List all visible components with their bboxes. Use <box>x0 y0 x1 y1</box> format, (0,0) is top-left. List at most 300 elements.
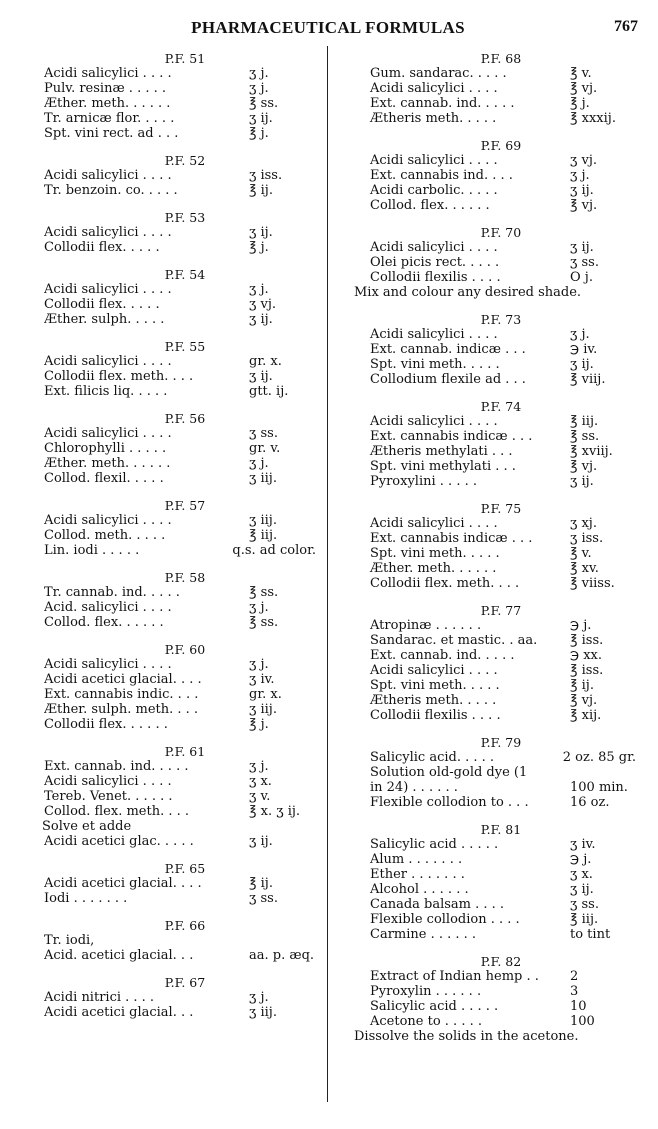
ingredient-name: Acidi salicylici . . . . <box>44 513 172 528</box>
formula-title: P.F. 79 <box>480 735 522 750</box>
ingredient-quantity: ℥ vj. <box>570 459 598 474</box>
ingredient-row <box>356 765 636 780</box>
ingredient-name: Acidi acetici glac. . . . . <box>44 834 194 849</box>
ingredient-name: Ext. cannabis indicæ . . . <box>370 531 533 546</box>
ingredient-row <box>44 183 316 198</box>
formula-block <box>356 300 636 387</box>
formula-title: P.F. 61 <box>164 744 206 759</box>
ingredient-row <box>44 687 316 702</box>
ingredient-row <box>44 126 316 141</box>
formula-block <box>356 723 636 810</box>
ingredient-quantity: ʒ ij. <box>570 882 594 897</box>
ingredient-quantity: ℥ ij. <box>249 876 273 891</box>
ingredient-row <box>356 663 636 678</box>
ingredient-quantity: to tint <box>570 927 611 942</box>
ingredient-row <box>356 444 636 459</box>
ingredient-name: Collodii flex. . . . . <box>44 297 160 312</box>
ingredient-name: Æther. sulph. . . . . <box>44 312 165 327</box>
ingredient-quantity: ℥ v. <box>570 66 592 81</box>
ingredient-quantity: ℥ iss. <box>570 663 604 678</box>
formula-block <box>356 387 636 489</box>
ingredient-quantity: ʒ iij. <box>249 1005 277 1020</box>
ingredient-row <box>44 876 316 891</box>
ingredient-name: Alcohol . . . . . . <box>370 882 469 897</box>
ingredient-row <box>356 111 636 126</box>
ingredient-row <box>356 429 636 444</box>
ingredient-row <box>44 717 316 732</box>
ingredient-name: Æther. meth. . . . . . <box>44 96 171 111</box>
ingredient-name: Spt. vini meth. . . . . <box>370 357 500 372</box>
formula-title: P.F. 55 <box>164 339 206 354</box>
ingredient-row <box>356 255 636 270</box>
ingredient-name: Canada balsam . . . . <box>370 897 505 912</box>
ingredient-row <box>44 471 316 486</box>
ingredient-quantity: ʒ j. <box>249 456 269 471</box>
ingredient-name: Flexible collodion to . . . <box>370 795 529 810</box>
ingredient-row <box>44 543 316 558</box>
ingredient-quantity: ℈ xx. <box>570 648 603 663</box>
formula-title: P.F. 82 <box>480 954 522 969</box>
ingredient-name: Collodii flex. . . . . <box>44 240 160 255</box>
formula-block <box>356 942 636 1044</box>
ingredient-name: Collod. meth. . . . . <box>44 528 166 543</box>
formula-title: P.F. 53 <box>164 210 206 225</box>
spacer <box>44 327 316 339</box>
ingredient-row <box>356 516 636 531</box>
ingredient-name: Iodi . . . . . . . <box>44 891 128 906</box>
ingredient-row <box>44 774 316 789</box>
formula-block <box>44 327 316 399</box>
ingredient-quantity: ℥ iij. <box>249 528 278 543</box>
right-column <box>356 42 636 1044</box>
ingredient-quantity: ʒ ij. <box>249 225 273 240</box>
ingredient-name: Acidi salicylici . . . . <box>44 168 172 183</box>
ingredient-row <box>356 153 636 168</box>
ingredient-name: Acidi acetici glacial. . . <box>44 1005 194 1020</box>
ingredient-row <box>356 198 636 213</box>
formula-block <box>356 489 636 591</box>
ingredient-quantity: ℥ iij. <box>570 414 599 429</box>
ingredient-row <box>44 615 316 630</box>
formula-title: P.F. 67 <box>164 975 206 990</box>
ingredient-row <box>356 897 636 912</box>
ingredient-name: Acidi salicylici . . . . <box>44 657 172 672</box>
ingredient-name: Acidi salicylici . . . . <box>44 354 172 369</box>
ingredient-name: Acidi salicylici . . . . <box>370 327 498 342</box>
spacer <box>356 489 636 501</box>
ingredient-name: Tr. arnicæ flor. . . . . <box>44 111 175 126</box>
ingredient-row <box>44 297 316 312</box>
ingredient-name: Acidi salicylici . . . . <box>370 153 498 168</box>
ingredient-row <box>356 342 636 357</box>
spacer <box>356 810 636 822</box>
ingredient-row <box>44 111 316 126</box>
ingredient-row <box>356 576 636 591</box>
formula-block <box>356 42 636 126</box>
ingredient-name: Acidi salicylici . . . . <box>44 66 172 81</box>
ingredient-row <box>44 456 316 471</box>
ingredient-row <box>44 384 316 399</box>
ingredient-row <box>44 225 316 240</box>
formula-title: P.F. 74 <box>480 399 522 414</box>
formula-block <box>44 486 316 558</box>
ingredient-row <box>356 531 636 546</box>
ingredient-quantity: 16 oz. <box>570 795 610 810</box>
page-number: 767 <box>614 18 638 35</box>
ingredient-row <box>356 561 636 576</box>
ingredient-name: Ætheris meth. . . . . <box>370 693 497 708</box>
ingredient-name: Collodii flex. meth. . . . <box>370 576 520 591</box>
ingredient-quantity: ℥ j. <box>570 96 590 111</box>
ingredient-quantity: gr. x. <box>249 354 282 369</box>
formula-title: P.F. 69 <box>480 138 522 153</box>
ingredient-name: Olei picis rect. . . . . <box>370 255 500 270</box>
ingredient-quantity: ℥ ij. <box>249 183 273 198</box>
formula-title: P.F. 54 <box>164 267 206 282</box>
formula-title: P.F. 58 <box>164 570 206 585</box>
ingredient-row <box>44 240 316 255</box>
spacer <box>44 198 316 210</box>
ingredient-name: in 24) . . . . . . <box>370 780 458 795</box>
left-column <box>44 42 316 1020</box>
ingredient-name: Spt. vini meth. . . . . <box>370 546 500 561</box>
ingredient-quantity: ℥ j. <box>249 240 269 255</box>
ingredient-row <box>356 327 636 342</box>
formula-block <box>356 126 636 213</box>
ingredient-row <box>44 513 316 528</box>
formula-block <box>44 906 316 963</box>
ingredient-quantity: ʒ ij. <box>570 183 594 198</box>
running-title: PHARMACEUTICAL FORMULAS <box>191 18 465 37</box>
ingredient-name: Atropinæ . . . . . . <box>370 618 482 633</box>
ingredient-row <box>356 357 636 372</box>
ingredient-row <box>356 474 636 489</box>
ingredient-name: Ext. cannab. ind. . . . . <box>370 648 515 663</box>
spacer <box>356 723 636 735</box>
ingredient-quantity: ℥ vj. <box>570 198 598 213</box>
ingredient-row <box>44 354 316 369</box>
ingredient-row <box>356 693 636 708</box>
ingredient-name: Tr. cannab. ind. . . . . <box>44 585 180 600</box>
ingredient-quantity: ℥ j. <box>249 717 269 732</box>
ingredient-quantity: 100 min. <box>570 780 628 795</box>
ingredient-name: Tereb. Venet. . . . . . <box>44 789 173 804</box>
formula-note: Solve et adde <box>42 819 132 834</box>
ingredient-quantity: ℥ ss. <box>249 96 279 111</box>
ingredient-name: Collodii flex. meth. . . . <box>44 369 194 384</box>
spacer <box>44 849 316 861</box>
spacer <box>44 963 316 975</box>
ingredient-row <box>356 708 636 723</box>
ingredient-quantity: ℥ xv. <box>570 561 599 576</box>
ingredient-row <box>44 312 316 327</box>
ingredient-name: Spt. vini rect. ad . . . <box>44 126 179 141</box>
ingredient-name: Flexible collodion . . . . <box>370 912 520 927</box>
ingredient-quantity: 2 <box>570 969 579 984</box>
ingredient-quantity: ʒ iij. <box>249 513 277 528</box>
ingredient-quantity: ʒ j. <box>249 81 269 96</box>
ingredient-quantity: ʒ iij. <box>249 471 277 486</box>
ingredient-name: Alum . . . . . . . <box>370 852 463 867</box>
formula-block <box>44 399 316 486</box>
ingredient-name: Ext. cannab. indicæ . . . <box>370 342 526 357</box>
ingredient-quantity: gr. v. <box>249 441 281 456</box>
ingredient-row <box>356 867 636 882</box>
ingredient-quantity: ℥ vj. <box>570 81 598 96</box>
ingredient-name: Acetone to . . . . . <box>370 1014 482 1029</box>
ingredient-row <box>44 1005 316 1020</box>
ingredient-row <box>44 990 316 1005</box>
ingredient-name: Ext. cannabis indicæ . . . <box>370 429 533 444</box>
formula-block <box>44 630 316 732</box>
ingredient-row <box>44 426 316 441</box>
ingredient-row <box>44 657 316 672</box>
ingredient-quantity: ℥ iij. <box>570 912 599 927</box>
ingredient-row <box>356 795 636 810</box>
formula-block <box>44 141 316 198</box>
ingredient-name: Lin. iodi . . . . . <box>44 543 140 558</box>
ingredient-row <box>44 834 316 849</box>
ingredient-row <box>44 600 316 615</box>
ingredient-row <box>356 648 636 663</box>
ingredient-row <box>356 546 636 561</box>
ingredient-quantity: ℥ viiss. <box>570 576 615 591</box>
ingredient-quantity: ʒ ss. <box>570 897 599 912</box>
spacer <box>44 486 316 498</box>
ingredient-quantity: 10 <box>570 999 587 1014</box>
ingredient-quantity: 2 oz. 85 gr. <box>562 750 636 765</box>
ingredient-name: Acidi salicylici . . . . <box>370 516 498 531</box>
ingredient-quantity: ʒ j. <box>570 168 590 183</box>
ingredient-quantity: 3 <box>570 984 579 999</box>
ingredient-row <box>44 585 316 600</box>
ingredient-quantity: ʒ j. <box>249 66 269 81</box>
ingredient-name: Acidi salicylici . . . . <box>370 663 498 678</box>
spacer <box>44 399 316 411</box>
ingredient-row <box>44 66 316 81</box>
formula-title: P.F. 65 <box>164 861 206 876</box>
spacer <box>356 591 636 603</box>
formula-title: P.F. 66 <box>164 918 206 933</box>
ingredient-quantity: ʒ ij. <box>249 111 273 126</box>
spacer <box>44 558 316 570</box>
ingredient-row <box>356 618 636 633</box>
ingredient-quantity: ʒ vj. <box>249 297 276 312</box>
ingredient-name: Acidi acetici glacial. . . . <box>44 876 202 891</box>
spacer <box>44 255 316 267</box>
ingredient-quantity: ʒ ss. <box>249 891 278 906</box>
spacer <box>44 732 316 744</box>
formula-block <box>44 42 316 141</box>
ingredient-quantity: ℈ j. <box>570 618 592 633</box>
ingredient-name: Acidi salicylici . . . . <box>44 225 172 240</box>
ingredient-quantity: ʒ x. <box>570 867 593 882</box>
formula-title: P.F. 81 <box>480 822 522 837</box>
ingredient-name: Collod. flex. . . . . . <box>44 615 164 630</box>
ingredient-name: Pyroxylin . . . . . . <box>370 984 482 999</box>
ingredient-name: Collod. flex. . . . . . <box>370 198 490 213</box>
ingredient-name: Æther. sulph. meth. . . . <box>44 702 199 717</box>
ingredient-name: Salicylic acid . . . . . <box>370 837 499 852</box>
spacer <box>356 300 636 312</box>
formula-block <box>356 810 636 942</box>
ingredient-quantity: ℥ v. <box>570 546 592 561</box>
ingredient-quantity: gtt. ij. <box>249 384 289 399</box>
ingredient-row <box>356 183 636 198</box>
ingredient-row <box>356 270 636 285</box>
ingredient-quantity: ʒ iss. <box>570 531 604 546</box>
ingredient-row <box>356 1014 636 1029</box>
ingredient-quantity: ℥ xviij. <box>570 444 613 459</box>
spacer <box>44 141 316 153</box>
ingredient-name: Acidi salicylici . . . . <box>370 81 498 96</box>
ingredient-quantity: q.s. ad color. <box>232 543 316 558</box>
ingredient-quantity: ℥ xxxij. <box>570 111 616 126</box>
ingredient-quantity: ʒ iv. <box>570 837 596 852</box>
ingredient-quantity: ʒ ij. <box>249 369 273 384</box>
ingredient-row <box>356 168 636 183</box>
formula-block <box>44 255 316 327</box>
ingredient-name: Acidi salicylici . . . . <box>370 414 498 429</box>
ingredient-name: Acidi carbolic. . . . . <box>370 183 498 198</box>
spacer <box>356 126 636 138</box>
ingredient-row <box>356 984 636 999</box>
ingredient-row <box>356 927 636 942</box>
ingredient-quantity: ʒ j. <box>570 327 590 342</box>
ingredient-row <box>44 282 316 297</box>
formula-block <box>356 213 636 300</box>
spacer <box>356 213 636 225</box>
ingredient-row <box>356 882 636 897</box>
ingredient-name: Tr. iodi, <box>44 933 95 948</box>
ingredient-quantity: ʒ x. <box>249 774 272 789</box>
ingredient-quantity: ℥ ss. <box>570 429 600 444</box>
ingredient-row <box>356 81 636 96</box>
formula-title: P.F. 57 <box>164 498 206 513</box>
ingredient-name: Extract of Indian hemp . . <box>370 969 539 984</box>
ingredient-name: Pulv. resinæ . . . . . <box>44 81 166 96</box>
formula-title: P.F. 68 <box>480 51 522 66</box>
formula-block <box>44 198 316 255</box>
ingredient-name: Collodii flex. . . . . . <box>44 717 168 732</box>
ingredient-row <box>44 789 316 804</box>
ingredient-name: Acidi salicylici . . . . <box>44 282 172 297</box>
ingredient-row <box>356 633 636 648</box>
ingredient-name: Acidi salicylici . . . . <box>44 426 172 441</box>
ingredient-name: Æther. meth. . . . . . <box>44 456 171 471</box>
ingredient-name: Ether . . . . . . . <box>370 867 465 882</box>
ingredient-name: Collodii flexilis . . . . <box>370 270 501 285</box>
ingredient-name: Collodium flexile ad . . . <box>370 372 526 387</box>
ingredient-row <box>356 459 636 474</box>
formula-block <box>44 963 316 1020</box>
ingredient-row <box>356 912 636 927</box>
ingredient-quantity: ʒ ij. <box>570 357 594 372</box>
ingredient-name: Acidi salicylici . . . . <box>44 774 172 789</box>
ingredient-row <box>44 441 316 456</box>
ingredient-quantity: ʒ j. <box>249 600 269 615</box>
ingredient-name: Collod. flexil. . . . . <box>44 471 164 486</box>
ingredient-name: Æther. meth. . . . . . <box>370 561 497 576</box>
ingredient-name: Collodii flexilis . . . . <box>370 708 501 723</box>
ingredient-quantity: ʒ xj. <box>570 516 597 531</box>
ingredient-name: Ext. cannab. ind. . . . . <box>44 759 189 774</box>
ingredient-quantity: ʒ j. <box>249 282 269 297</box>
ingredient-name: Tr. benzoin. co. . . . . <box>44 183 178 198</box>
ingredient-quantity: ʒ j. <box>249 759 269 774</box>
ingredient-quantity: ʒ iij. <box>249 702 277 717</box>
ingredient-quantity: ℈ j. <box>570 852 592 867</box>
ingredient-row <box>356 372 636 387</box>
ingredient-name: Ext. cannab. ind. . . . . <box>370 96 515 111</box>
ingredient-quantity <box>249 933 316 948</box>
ingredient-name: Acid. acetici glacial. . . <box>44 948 194 963</box>
ingredient-name: Ætheris methylati . . . <box>370 444 513 459</box>
ingredient-name: Spt. vini methylati . . . <box>370 459 516 474</box>
ingredient-quantity: ʒ iv. <box>249 672 275 687</box>
formula-block <box>356 591 636 723</box>
ingredient-row <box>44 933 316 948</box>
ingredient-quantity: ʒ ij. <box>570 474 594 489</box>
ingredient-quantity: ʒ v. <box>249 789 271 804</box>
formula-title: P.F. 52 <box>164 153 206 168</box>
ingredient-quantity: ℥ ss. <box>249 615 279 630</box>
formula-block <box>44 558 316 630</box>
ingredient-quantity: ʒ j. <box>249 657 269 672</box>
ingredient-quantity: ℥ xij. <box>570 708 602 723</box>
ingredient-name: Chlorophylli . . . . . <box>44 441 167 456</box>
formula-title: P.F. 56 <box>164 411 206 426</box>
ingredient-quantity: ʒ ij. <box>249 312 273 327</box>
ingredient-row <box>44 369 316 384</box>
ingredient-quantity: ℥ ss. <box>249 585 279 600</box>
spacer <box>356 387 636 399</box>
ingredient-row <box>356 96 636 111</box>
ingredient-row <box>356 852 636 867</box>
ingredient-quantity: ʒ ss. <box>249 426 278 441</box>
ingredient-name: Acidi acetici glacial. . . . <box>44 672 202 687</box>
ingredient-quantity <box>570 765 636 780</box>
ingredient-row <box>356 969 636 984</box>
formula-note: Dissolve the solids in the acetone. <box>354 1029 579 1044</box>
ingredient-row <box>44 759 316 774</box>
ingredient-quantity: ʒ ij. <box>249 834 273 849</box>
ingredient-quantity: ℥ viij. <box>570 372 606 387</box>
ingredient-row <box>44 528 316 543</box>
formula-title: P.F. 51 <box>164 51 206 66</box>
ingredient-row <box>44 96 316 111</box>
formula-block <box>44 849 316 906</box>
spacer <box>44 630 316 642</box>
ingredient-quantity: ℥ iss. <box>570 633 604 648</box>
formula-title: P.F. 77 <box>480 603 522 618</box>
ingredient-name: Gum. sandarac. . . . . <box>370 66 507 81</box>
ingredient-name: Solution old-gold dye (1 <box>370 765 528 780</box>
ingredient-row <box>356 678 636 693</box>
ingredient-row <box>356 999 636 1014</box>
spacer <box>44 906 316 918</box>
ingredient-quantity: ʒ j. <box>249 990 269 1005</box>
ingredient-row <box>44 804 316 819</box>
spacer <box>356 942 636 954</box>
formula-title: P.F. 73 <box>480 312 522 327</box>
ingredient-row <box>356 66 636 81</box>
ingredient-name: Carmine . . . . . . <box>370 927 477 942</box>
ingredient-name: Acidi nitrici . . . . <box>44 990 155 1005</box>
ingredient-row <box>44 672 316 687</box>
ingredient-name: Ætheris meth. . . . . <box>370 111 497 126</box>
ingredient-quantity: ʒ ij. <box>570 240 594 255</box>
